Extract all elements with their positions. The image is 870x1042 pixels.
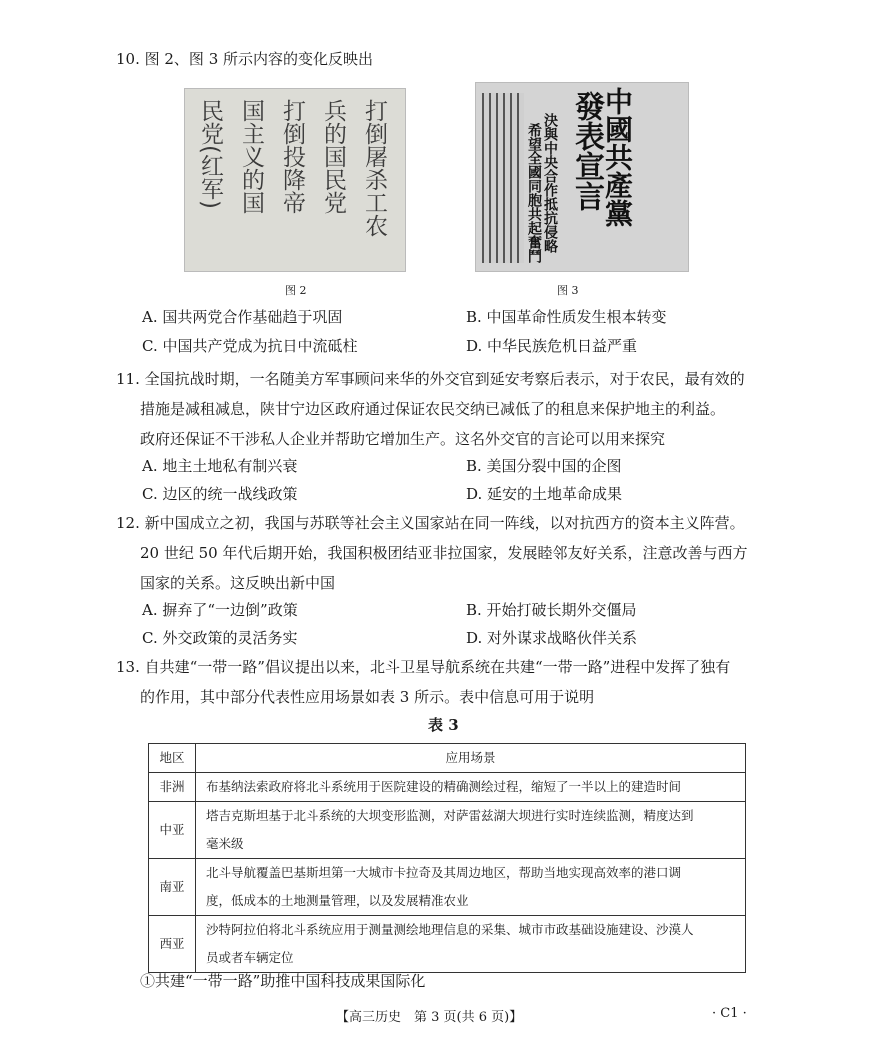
q11-option-c[interactable]: C. 边区的统一战线政策: [142, 485, 298, 503]
scenario-line: 北斗导航覆盖巴基斯坦第一大城市卡拉奇及其周边地区，帮助当地实现高效率的港口调: [206, 865, 682, 880]
table-cell-scenario: [196, 773, 746, 802]
table-cell-region: 西亚: [149, 916, 196, 973]
newspaper-headline-2: 發表宣言: [569, 91, 604, 211]
newspaper-subhead-1: 決與中央合作抵抗侵略: [542, 113, 558, 253]
q11-option-d[interactable]: D. 延安的土地革命成果: [466, 485, 623, 503]
table-cell-region: 南亚: [149, 859, 196, 916]
q12-stem-line: 12. 新中国成立之初，我国与苏联等社会主义国家站在同一阵线，以对抗西方的资本主义阵营。: [116, 514, 745, 532]
q12-stem-line: 20 世纪 50 年代后期开始，我国积极团结亚非拉国家，发展睦邻友好关系，注意改善与西方: [140, 544, 748, 562]
table-cell-region: 中亚: [149, 802, 196, 859]
page-footer: 【高三历史 第 3 页(共 6 页)】: [336, 1010, 523, 1025]
scenario-line: 沙特阿拉伯将北斗系统应用于测量测绘地理信息的采集、城市市政基础设施建设、沙漠人: [206, 922, 694, 937]
q11-option-a[interactable]: A. 地主土地私有制兴衰: [142, 457, 298, 475]
scenario-line: 员或者车辆定位: [206, 950, 294, 965]
q10-option-d[interactable]: D. 中华民族危机日益严重: [466, 337, 638, 355]
q13-stem-line: 的作用，其中部分代表性应用场景如表 3 所示。表中信息可用于说明: [140, 688, 595, 706]
q12-option-d[interactable]: D. 对外谋求战略伙伴关系: [466, 629, 638, 647]
q10-option-a[interactable]: A. 国共两党合作基础趋于巩固: [142, 308, 343, 326]
table-header-region: 地区: [149, 744, 196, 773]
table-3-title: 表 3: [428, 716, 459, 734]
table-row: [149, 916, 746, 973]
q11-stem-line: 政府还保证不干涉私人企业并帮助它增加生产。这名外交官的言论可以用来探究: [140, 430, 666, 448]
q11-stem-line: 措施是减租减息，陕甘宁边区政府通过保证农民交纳已减低了的租息来保护地主的利益。: [140, 400, 726, 418]
figure-3-newspaper: [475, 82, 689, 272]
page-code: · C1 ·: [712, 1006, 747, 1021]
q13-statement-1: ①共建“一带一路”助推中国科技成果国际化: [140, 972, 426, 990]
newspaper-column-text: [482, 93, 524, 263]
q11-option-b[interactable]: B. 美国分裂中国的企图: [466, 457, 622, 475]
q10-option-b[interactable]: B. 中国革命性质发生根本转变: [466, 308, 667, 326]
q13-stem-line: 13. 自共建“一带一路”倡议提出以来，北斗卫星导航系统在共建“一带一路”进程中发挥了独有: [116, 658, 731, 676]
q12-option-a[interactable]: A. 摒弃了“一边倒”政策: [142, 601, 298, 619]
q12-option-b[interactable]: B. 开始打破长期外交僵局: [466, 601, 637, 619]
figure-2-caption: 图 2: [285, 284, 307, 297]
q11-stem-line: 11. 全国抗战时期，一名随美方军事顾问来华的外交官到延安考察后表示，对于农民，最有效的: [116, 370, 745, 388]
slogan-col: 打倒屠杀工农: [361, 99, 387, 237]
table-cell-region: 非洲: [149, 773, 196, 802]
table-3: [148, 743, 746, 973]
scenario-line: 布基纳法索政府将北斗系统用于医院建设的精确测绘过程，缩短了一半以上的建造时间: [206, 779, 682, 794]
slogan-col: 国主义的国: [238, 99, 264, 214]
figure-3-caption: 图 3: [557, 284, 579, 297]
figure-2-protest-slogans: [184, 88, 406, 272]
table-header-row: [149, 744, 746, 773]
q10-option-c[interactable]: C. 中国共产党成为抗日中流砥柱: [142, 337, 358, 355]
table-row: [149, 859, 746, 916]
table-cell-scenario: [196, 859, 746, 916]
slogan-col: 兵的国民党: [320, 99, 346, 214]
scenario-line: 塔吉克斯坦基于北斗系统的大坝变形监测，对萨雷兹湖大坝进行实时连续监测，精度达到: [206, 808, 694, 823]
table-row: [149, 773, 746, 802]
newspaper-headline-1: 中國共產黨: [601, 87, 634, 227]
scenario-line: 度，低成本的土地测量管理，以及发展精准农业: [206, 893, 469, 908]
scenario-line: 毫米级: [206, 836, 244, 851]
slogan-col: 打倒投降帝: [279, 99, 305, 214]
slogan-col: 民党(红军): [197, 99, 223, 209]
table-row: [149, 802, 746, 859]
q12-option-c[interactable]: C. 外交政策的灵活务实: [142, 629, 298, 647]
q10-stem: 10. 图 2、图 3 所示内容的变化反映出: [116, 50, 374, 68]
table-cell-scenario: [196, 916, 746, 973]
newspaper-subhead-2: 希望全國同胞共起奮鬥: [526, 123, 542, 263]
q12-stem-line: 国家的关系。这反映出新中国: [140, 574, 336, 592]
table-header-scenario: 应用场景: [196, 744, 746, 773]
table-cell-scenario: [196, 802, 746, 859]
